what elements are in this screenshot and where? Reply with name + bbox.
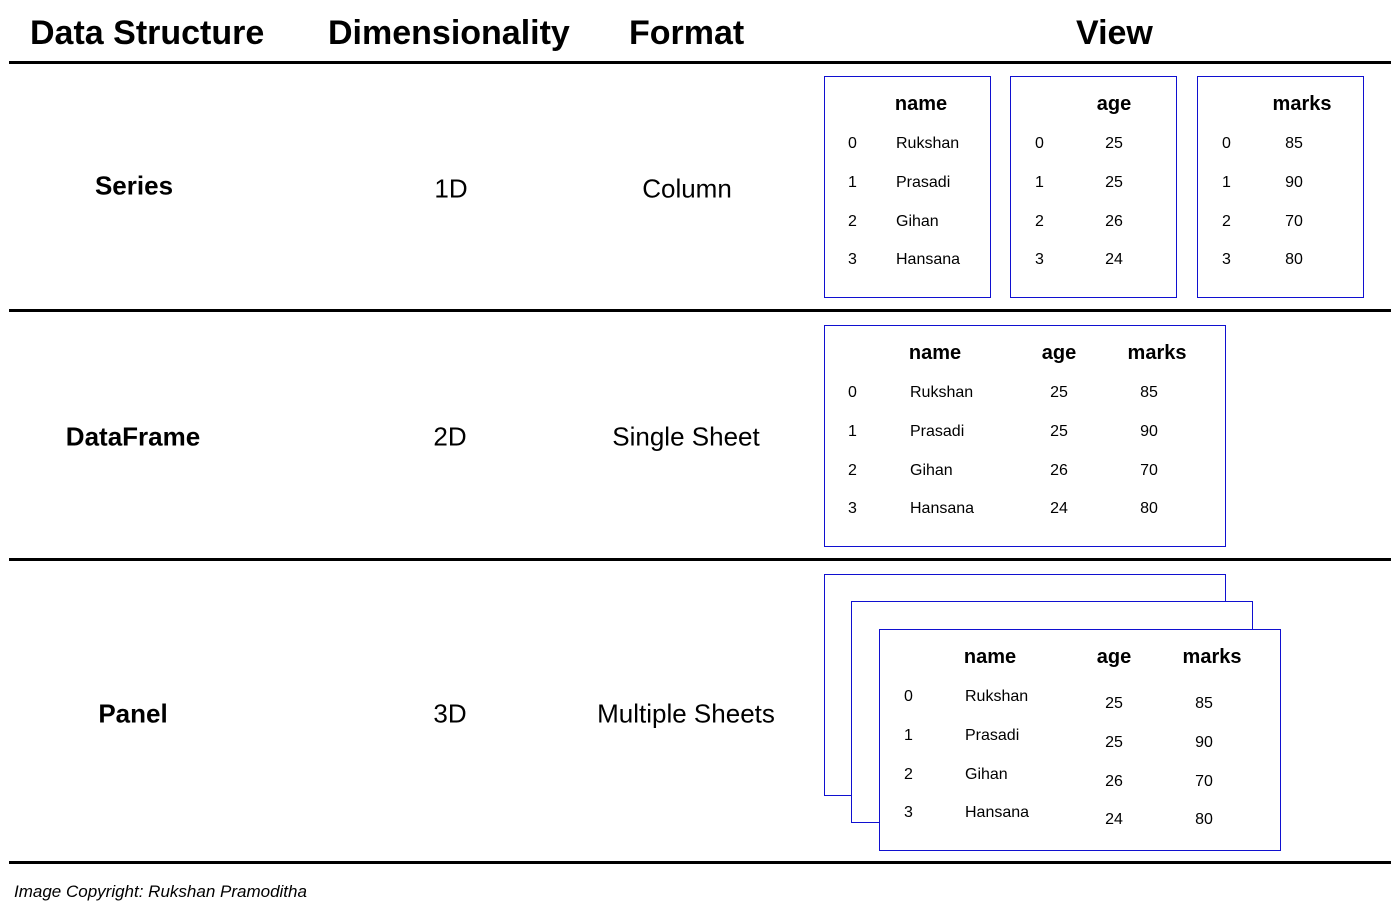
age-cell: 24 <box>1105 251 1123 268</box>
row-series-format: Column <box>642 173 732 204</box>
marks-cell: 70 <box>1140 462 1158 479</box>
age-cell: 26 <box>1105 773 1123 790</box>
age-cell: 26 <box>1105 213 1123 230</box>
row-panel-dimensionality: 3D <box>433 698 467 729</box>
age-cell: 26 <box>1050 462 1068 479</box>
age-cell: 25 <box>1050 384 1068 401</box>
age-cell: 25 <box>1050 423 1068 440</box>
index-cell: 0 <box>848 135 857 152</box>
dataframe-view <box>824 325 1226 547</box>
name-cell: Hansana <box>896 251 961 268</box>
marks-cell: 85 <box>1140 384 1158 401</box>
marks-cell: 90 <box>1285 174 1303 191</box>
index-cell: 3 <box>1222 251 1231 268</box>
index-cell: 3 <box>904 804 913 821</box>
row-series-structure: Series <box>94 170 174 201</box>
index-cell: 3 <box>1035 251 1044 268</box>
index-cell: 1 <box>848 174 857 191</box>
header-view: View <box>1076 14 1153 52</box>
index-cell: 2 <box>1222 213 1231 230</box>
name-cell: Gihan <box>896 213 939 230</box>
column-header: name <box>963 646 1017 668</box>
column-header: age <box>1041 342 1077 364</box>
series-age-box <box>1010 76 1177 298</box>
age-cell: 25 <box>1105 734 1123 751</box>
marks-cell: 90 <box>1195 734 1213 751</box>
column-header: age <box>1096 93 1132 115</box>
name-cell: Gihan <box>965 766 1008 783</box>
row-panel-structure: Panel <box>98 698 168 729</box>
index-cell: 3 <box>848 500 857 517</box>
index-cell: 2 <box>848 462 857 479</box>
index-cell: 0 <box>1035 135 1044 152</box>
series-marks-box <box>1197 76 1364 298</box>
age-cell: 25 <box>1105 174 1123 191</box>
marks-cell: 85 <box>1195 695 1213 712</box>
age-cell: 25 <box>1105 695 1123 712</box>
image-credit: Image Copyright: Rukshan Pramoditha <box>14 882 307 901</box>
header-data-structure: Data Structure <box>30 14 265 52</box>
name-cell: Hansana <box>910 500 975 517</box>
name-cell: Hansana <box>965 804 1030 821</box>
index-cell: 2 <box>848 213 857 230</box>
panel-sheet-front <box>879 629 1281 851</box>
name-cell: Prasadi <box>896 174 951 191</box>
name-cell: Prasadi <box>910 423 965 440</box>
age-cell: 24 <box>1105 811 1123 828</box>
name-cell: Rukshan <box>965 688 1029 705</box>
marks-cell: 70 <box>1285 213 1303 230</box>
marks-cell: 80 <box>1285 251 1303 268</box>
index-cell: 0 <box>1222 135 1231 152</box>
marks-cell: 70 <box>1195 773 1213 790</box>
index-cell: 3 <box>848 251 857 268</box>
column-header: name <box>908 342 962 364</box>
index-cell: 2 <box>904 766 913 783</box>
marks-cell: 80 <box>1195 811 1213 828</box>
index-cell: 1 <box>1035 174 1044 191</box>
header-dimensionality: Dimensionality <box>328 14 570 52</box>
marks-cell: 85 <box>1285 135 1303 152</box>
series-name-box <box>824 76 991 298</box>
column-header: name <box>894 93 948 115</box>
age-cell: 25 <box>1105 135 1123 152</box>
index-cell: 0 <box>848 384 857 401</box>
index-cell: 1 <box>904 727 913 744</box>
row-dataframe-structure: DataFrame <box>65 421 201 452</box>
name-cell: Rukshan <box>896 135 960 152</box>
marks-cell: 90 <box>1140 423 1158 440</box>
row-dataframe-format: Single Sheet <box>612 421 760 452</box>
header-format: Format <box>629 14 745 52</box>
column-header: marks <box>1182 646 1242 668</box>
column-header: age <box>1096 646 1132 668</box>
marks-cell: 80 <box>1140 500 1158 517</box>
row-panel-format: Multiple Sheets <box>597 698 775 729</box>
age-cell: 24 <box>1050 500 1068 517</box>
index-cell: 1 <box>1222 174 1231 191</box>
name-cell: Rukshan <box>910 384 974 401</box>
index-cell: 0 <box>904 688 913 705</box>
name-cell: Gihan <box>910 462 953 479</box>
index-cell: 1 <box>848 423 857 440</box>
row-divider-1 <box>9 309 1391 312</box>
row-series-dimensionality: 1D <box>434 173 468 204</box>
header-divider <box>9 61 1391 64</box>
index-cell: 2 <box>1035 213 1044 230</box>
row-dataframe-dimensionality: 2D <box>433 421 467 452</box>
column-header: marks <box>1272 93 1332 115</box>
column-header: marks <box>1127 342 1187 364</box>
row-divider-2 <box>9 558 1391 561</box>
name-cell: Prasadi <box>965 727 1020 744</box>
bottom-divider <box>9 861 1391 864</box>
